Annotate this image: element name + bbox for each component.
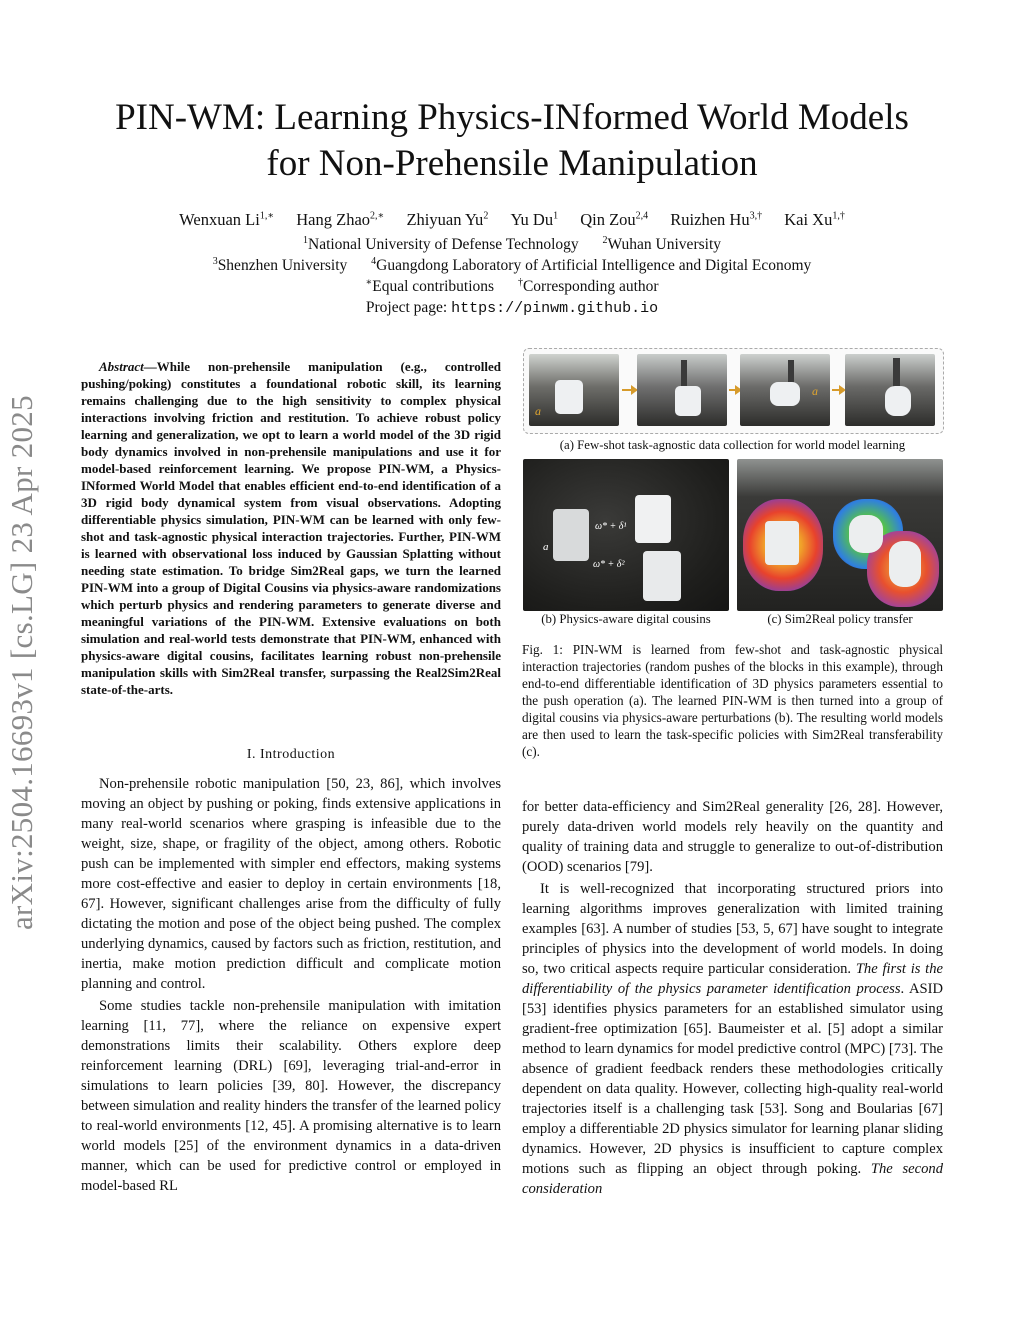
author-list (0, 210, 1024, 230)
paragraph: It is well-recognized that incorporating structured priors into learning algorithms improves generalization with limited training examples [63]. A number of studies [53, 5, 67] have sought to integrate principles of physics into the development of world models. In doing so, two critical aspects require particular consideration. The first is the differentiability of the physics parameter identification process. ASID [53] identifies physics parameters for an established simulator using gradient-free optimization [65]. Baumeister et al. [5] adopt a similar method to learn dynamics for model predictive control (MPC) [73]. The absence of gradient feedback renders these methodologies critically dependent on data quality. However, collecting high-quality real-world trajectories itself is a challenging task [53]. Song and Boularias [67] employ a differentiable 2D physics simulator for learning planar sliding dynamics. However, 2D physics is insufficient to capture complex motions such as flipping an object through poking. The second consideration (522, 881, 944, 1197)
action-label: a (543, 541, 549, 553)
arrow-icon (622, 389, 632, 391)
digital-cousins-image (523, 459, 729, 611)
affiliation-line-1: $^1$National University of Defense Technology $^2$Wuhan University (303, 234, 721, 253)
author: Ruizhen $Hu^{3,\dagger}$ (670, 210, 763, 229)
frame-image (740, 354, 830, 426)
author: Yu Du$^1$ (510, 210, 559, 229)
project-page: Project page: https://pinwm.github.io (365, 299, 659, 317)
subcaption-b: (b) Physics-aware digital cousins (541, 612, 711, 626)
project-link[interactable]: https://pinwm.github.io (451, 300, 659, 317)
perturbation-label: ω* + δ² (593, 559, 625, 570)
frame-image (529, 354, 619, 426)
figure-caption: Fig. 1: PIN-WM is learned from few-shot and task-agnostic physical interaction trajectories (random pushes of the blocks in this example), through end-to-end differentiable identification of 3D physics parameters essential to the push operation (a). The learned PIN-WM is then turned into a group of digital cousins via physics-aware perturbations (b). The resulting world models are then used to learn the task-specific policies with Sim2Real transferability (c). (522, 642, 943, 759)
author: Hang Zhao$^{2,∗}$ (296, 210, 385, 229)
section-heading: I. Introduction (246, 747, 336, 762)
intro-left-column (81, 774, 501, 1196)
frame-image (845, 354, 935, 426)
abstract-text: —While non-prehensile manipulation (e.g., controlled pushing/poking) constitutes a foundational robotic skill, its learning remains challenging due to the high sensitivity to complex physical interactions involving friction and restitution. To achieve robust policy learning and generalization, we opt to learn a world model of the 3D rigid body dynamics involved in non-prehensile manipulations and use it for model-based reinforcement learning. We propose PIN-WM, a Physics-INformed World Model that enables efficient end-to-end identification of a 3D rigid body dynamical system from visual observations. Adopting differentiable physics simulation, PIN-WM can be learned with only few-shot and task-agnostic physical interaction trajectories. Further, PIN-WM is learned with observational loss induced by Gaussian Splatting without needing state estimation. To bridge Sim2Real gaps, we turn the learned PIN-WM into a group of Digital Cousins via physics-aware randomizations which perturb physics and rendering parameters to generate diverse and meaningful variations of the PIN-WM. Extensive evaluations on both simulation and real-world tests demonstrate that PIN-WM, enhanced with physics-aware digital cousins, facilitates learning robust non-prehensile manipulation skills with Sim2Real transfer, surpassing the Real2Sim2Real state-of-the-arts. (81, 359, 501, 697)
paper-title (0, 95, 1024, 187)
paragraph: for better data-efficiency and Sim2Real generality [26, 28]. However, purely data-driven world models rely heavily on the quantity and quality of training data and struggle to generalize to out-of-distribution (OOD) scenarios [79]. (522, 799, 943, 875)
author: Wenxuan $Li^{1,∗}$ (179, 210, 275, 229)
subcaption-a: (a) Few-shot task-agnostic data collection for world model learning (559, 438, 906, 452)
paragraph: Some studies tackle non-prehensile manipulation with imitation learning [11, 77], where the reliance on expensive expert demonstrations limits their scalability. Others explore deep reinforcement learning (DRL) [69], leveraging trial-and-error in simulations to learn policies [39, 80]. However, the discrepancy between simulation and reality hinders the transfer of the learned policy to real-world environments [12, 45]. A promising alternative is to learn world models [25] of the environment dynamics in a data-driven manner, which can be used for predictive control or employed in model-based RL (81, 998, 501, 1194)
arrow-icon (729, 389, 736, 391)
action-label: a (812, 384, 818, 398)
abstract-label: Abstract (99, 359, 144, 374)
author: Qin Zou$^{2,4}$ (580, 210, 649, 229)
frame-image (637, 354, 727, 426)
perturbation-label: ω* + δ¹ (595, 521, 627, 532)
intro-right-column (522, 797, 943, 1199)
author-notes: ∗Equal contributions †Corresponding author (365, 276, 659, 295)
title-line-2: for Non-Prehensile Manipulation (266, 143, 758, 184)
arrow-icon (832, 389, 840, 391)
paragraph: Non-prehensile robotic manipulation [50, 23, 86], which involves moving an object by pushing or poking, finds extensive applications in many real-world scenarios where grasping is infeasible due to the weight, size, shape, or fragility of the object, among others. Robotic push can be implemented with simpler end effectors, making systems more cost-effective and easier to deploy in certain environments [18, 67]. However, significant challenges arise from the difficulty of fully dictating the motion and pose of the object being pushed. The complex underlying dynamics, caused by factors such as friction, restitution, and inertia, make motion prediction difficult and complicate motion planning and control. (81, 776, 501, 992)
policy-transfer-image (737, 459, 943, 611)
arxiv-identifier: arXiv:2504.16693v1 [cs.LG] 23 Apr 2025 (4, 395, 39, 930)
affiliation-line-2: $^3$Shenzhen University $^4$Guangdong Laboratory of Artificial Intelligence and Digital Economy (212, 255, 812, 274)
action-label: a (535, 404, 541, 418)
title-line-1: PIN-WM: Learning Physics-INformed World Models (115, 97, 909, 138)
author: Zhiyuan Yu$^2$ (406, 210, 489, 229)
abstract (81, 358, 501, 698)
subcaption-c: (c) Sim2Real policy transfer (767, 612, 913, 626)
author: Kai $Xu^{1,\dagger}$ (784, 210, 845, 229)
